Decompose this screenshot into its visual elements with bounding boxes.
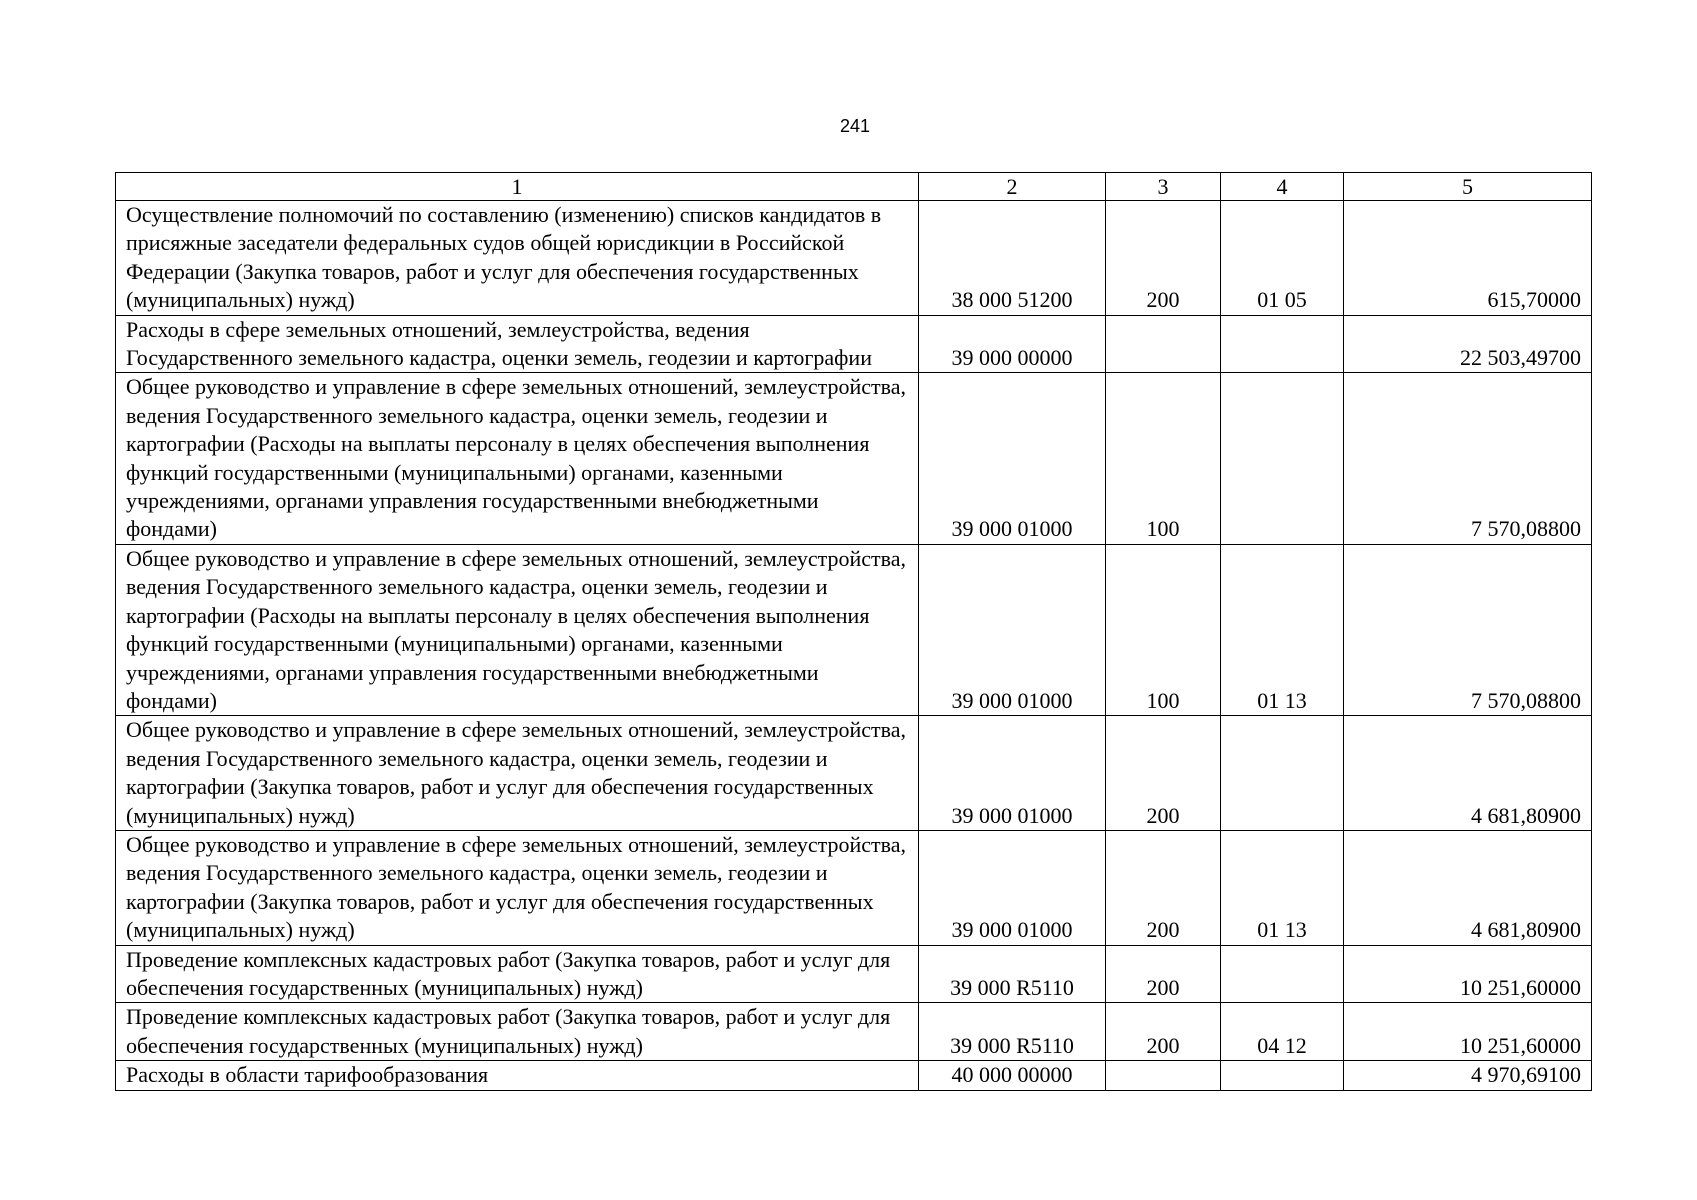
- row-description: Общее руководство и управление в сфере земельных отношений, землеустройства, ведения Государственного земельного кадастра, оценки земель, геодезии и картографии (Закупка товаров, работ и услуг для обеспечения государственных (муниципальных) нужд): [116, 830, 919, 945]
- row-expense-type: 200: [1106, 945, 1221, 1003]
- table-row: [116, 373, 1592, 544]
- header-cell-2: 2: [919, 173, 1106, 201]
- row-amount: 4 681,80900: [1344, 716, 1592, 831]
- row-amount: 7 570,08800: [1344, 544, 1592, 715]
- table-row: [116, 201, 1592, 316]
- row-amount: 7 570,08800: [1344, 373, 1592, 544]
- table-row: [116, 830, 1592, 945]
- row-section: 01 13: [1221, 830, 1344, 945]
- row-target-code: 39 000 01000: [919, 716, 1106, 831]
- row-expense-type: 200: [1106, 830, 1221, 945]
- table-header: [116, 173, 1592, 201]
- row-section: [1221, 716, 1344, 831]
- row-target-code: 39 000 R5110: [919, 1003, 1106, 1061]
- row-section: 01 05: [1221, 201, 1344, 316]
- row-section: 01 13: [1221, 544, 1344, 715]
- row-expense-type: 200: [1106, 1003, 1221, 1061]
- page-number: 241: [839, 116, 871, 136]
- header-row: [116, 173, 1592, 201]
- row-section: [1221, 373, 1344, 544]
- row-section: [1221, 315, 1344, 373]
- row-expense-type: 200: [1106, 201, 1221, 316]
- table-row: [116, 315, 1592, 373]
- row-description: Расходы в сфере земельных отношений, землеустройства, ведения Государственного земельного кадастра, оценки земель, геодезии и картографии: [116, 315, 919, 373]
- header-cell-4: 4: [1221, 173, 1344, 201]
- table-body: [116, 201, 1592, 1091]
- row-section: 04 12: [1221, 1003, 1344, 1061]
- row-target-code: 39 000 01000: [919, 544, 1106, 715]
- row-target-code: 39 000 00000: [919, 315, 1106, 373]
- table-row: [116, 1061, 1592, 1090]
- header-cell-3: 3: [1106, 173, 1221, 201]
- row-amount: 10 251,60000: [1344, 945, 1592, 1003]
- row-section: [1221, 1061, 1344, 1090]
- header-cell-5: 5: [1344, 173, 1592, 201]
- row-amount: 615,70000: [1344, 201, 1592, 316]
- row-target-code: 40 000 00000: [919, 1061, 1106, 1090]
- row-target-code: 38 000 51200: [919, 201, 1106, 316]
- table-row: [116, 716, 1592, 831]
- row-description: Проведение комплексных кадастровых работ (Закупка товаров, работ и услуг для обеспечения государственных (муниципальных) нужд): [116, 1003, 919, 1061]
- row-expense-type: [1106, 315, 1221, 373]
- row-expense-type: [1106, 1061, 1221, 1090]
- table-row: [116, 1003, 1592, 1061]
- row-target-code: 39 000 01000: [919, 830, 1106, 945]
- row-description: Расходы в области тарифообразования: [116, 1061, 919, 1090]
- row-amount: 22 503,49700: [1344, 315, 1592, 373]
- row-description: Общее руководство и управление в сфере земельных отношений, землеустройства, ведения Государственного земельного кадастра, оценки земель, геодезии и картографии (Закупка товаров, работ и услуг для обеспечения государственных (муниципальных) нужд): [116, 716, 919, 831]
- row-target-code: 39 000 01000: [919, 373, 1106, 544]
- header-cell-1: 1: [116, 173, 919, 201]
- row-section: [1221, 945, 1344, 1003]
- row-expense-type: 100: [1106, 544, 1221, 715]
- table-row: [116, 945, 1592, 1003]
- budget-table: [115, 172, 1592, 1091]
- row-description: Общее руководство и управление в сфере земельных отношений, землеустройства, ведения Государственного земельного кадастра, оценки земель, геодезии и картографии (Расходы на выплаты персоналу в целях обеспечения выполнения функций государственными (муниципальными) органами, казенными учреждениями, органами управления государственными внебюджетными фондами): [116, 373, 919, 544]
- row-amount: 10 251,60000: [1344, 1003, 1592, 1061]
- row-expense-type: 100: [1106, 373, 1221, 544]
- row-amount: 4 681,80900: [1344, 830, 1592, 945]
- row-description: Общее руководство и управление в сфере земельных отношений, землеустройства, ведения Государственного земельного кадастра, оценки земель, геодезии и картографии (Расходы на выплаты персоналу в целях обеспечения выполнения функций государственными (муниципальными) органами, казенными учреждениями, органами управления государственными внебюджетными фондами): [116, 544, 919, 715]
- row-expense-type: 200: [1106, 716, 1221, 831]
- row-description: Проведение комплексных кадастровых работ (Закупка товаров, работ и услуг для обеспечения государственных (муниципальных) нужд): [116, 945, 919, 1003]
- row-target-code: 39 000 R5110: [919, 945, 1106, 1003]
- table-row: [116, 544, 1592, 715]
- row-amount: 4 970,69100: [1344, 1061, 1592, 1090]
- row-description: Осуществление полномочий по составлению (изменению) списков кандидатов в присяжные заседатели федеральных судов общей юрисдикции в Российской Федерации (Закупка товаров, работ и услуг для обеспечения государственных (муниципальных) нужд): [116, 201, 919, 316]
